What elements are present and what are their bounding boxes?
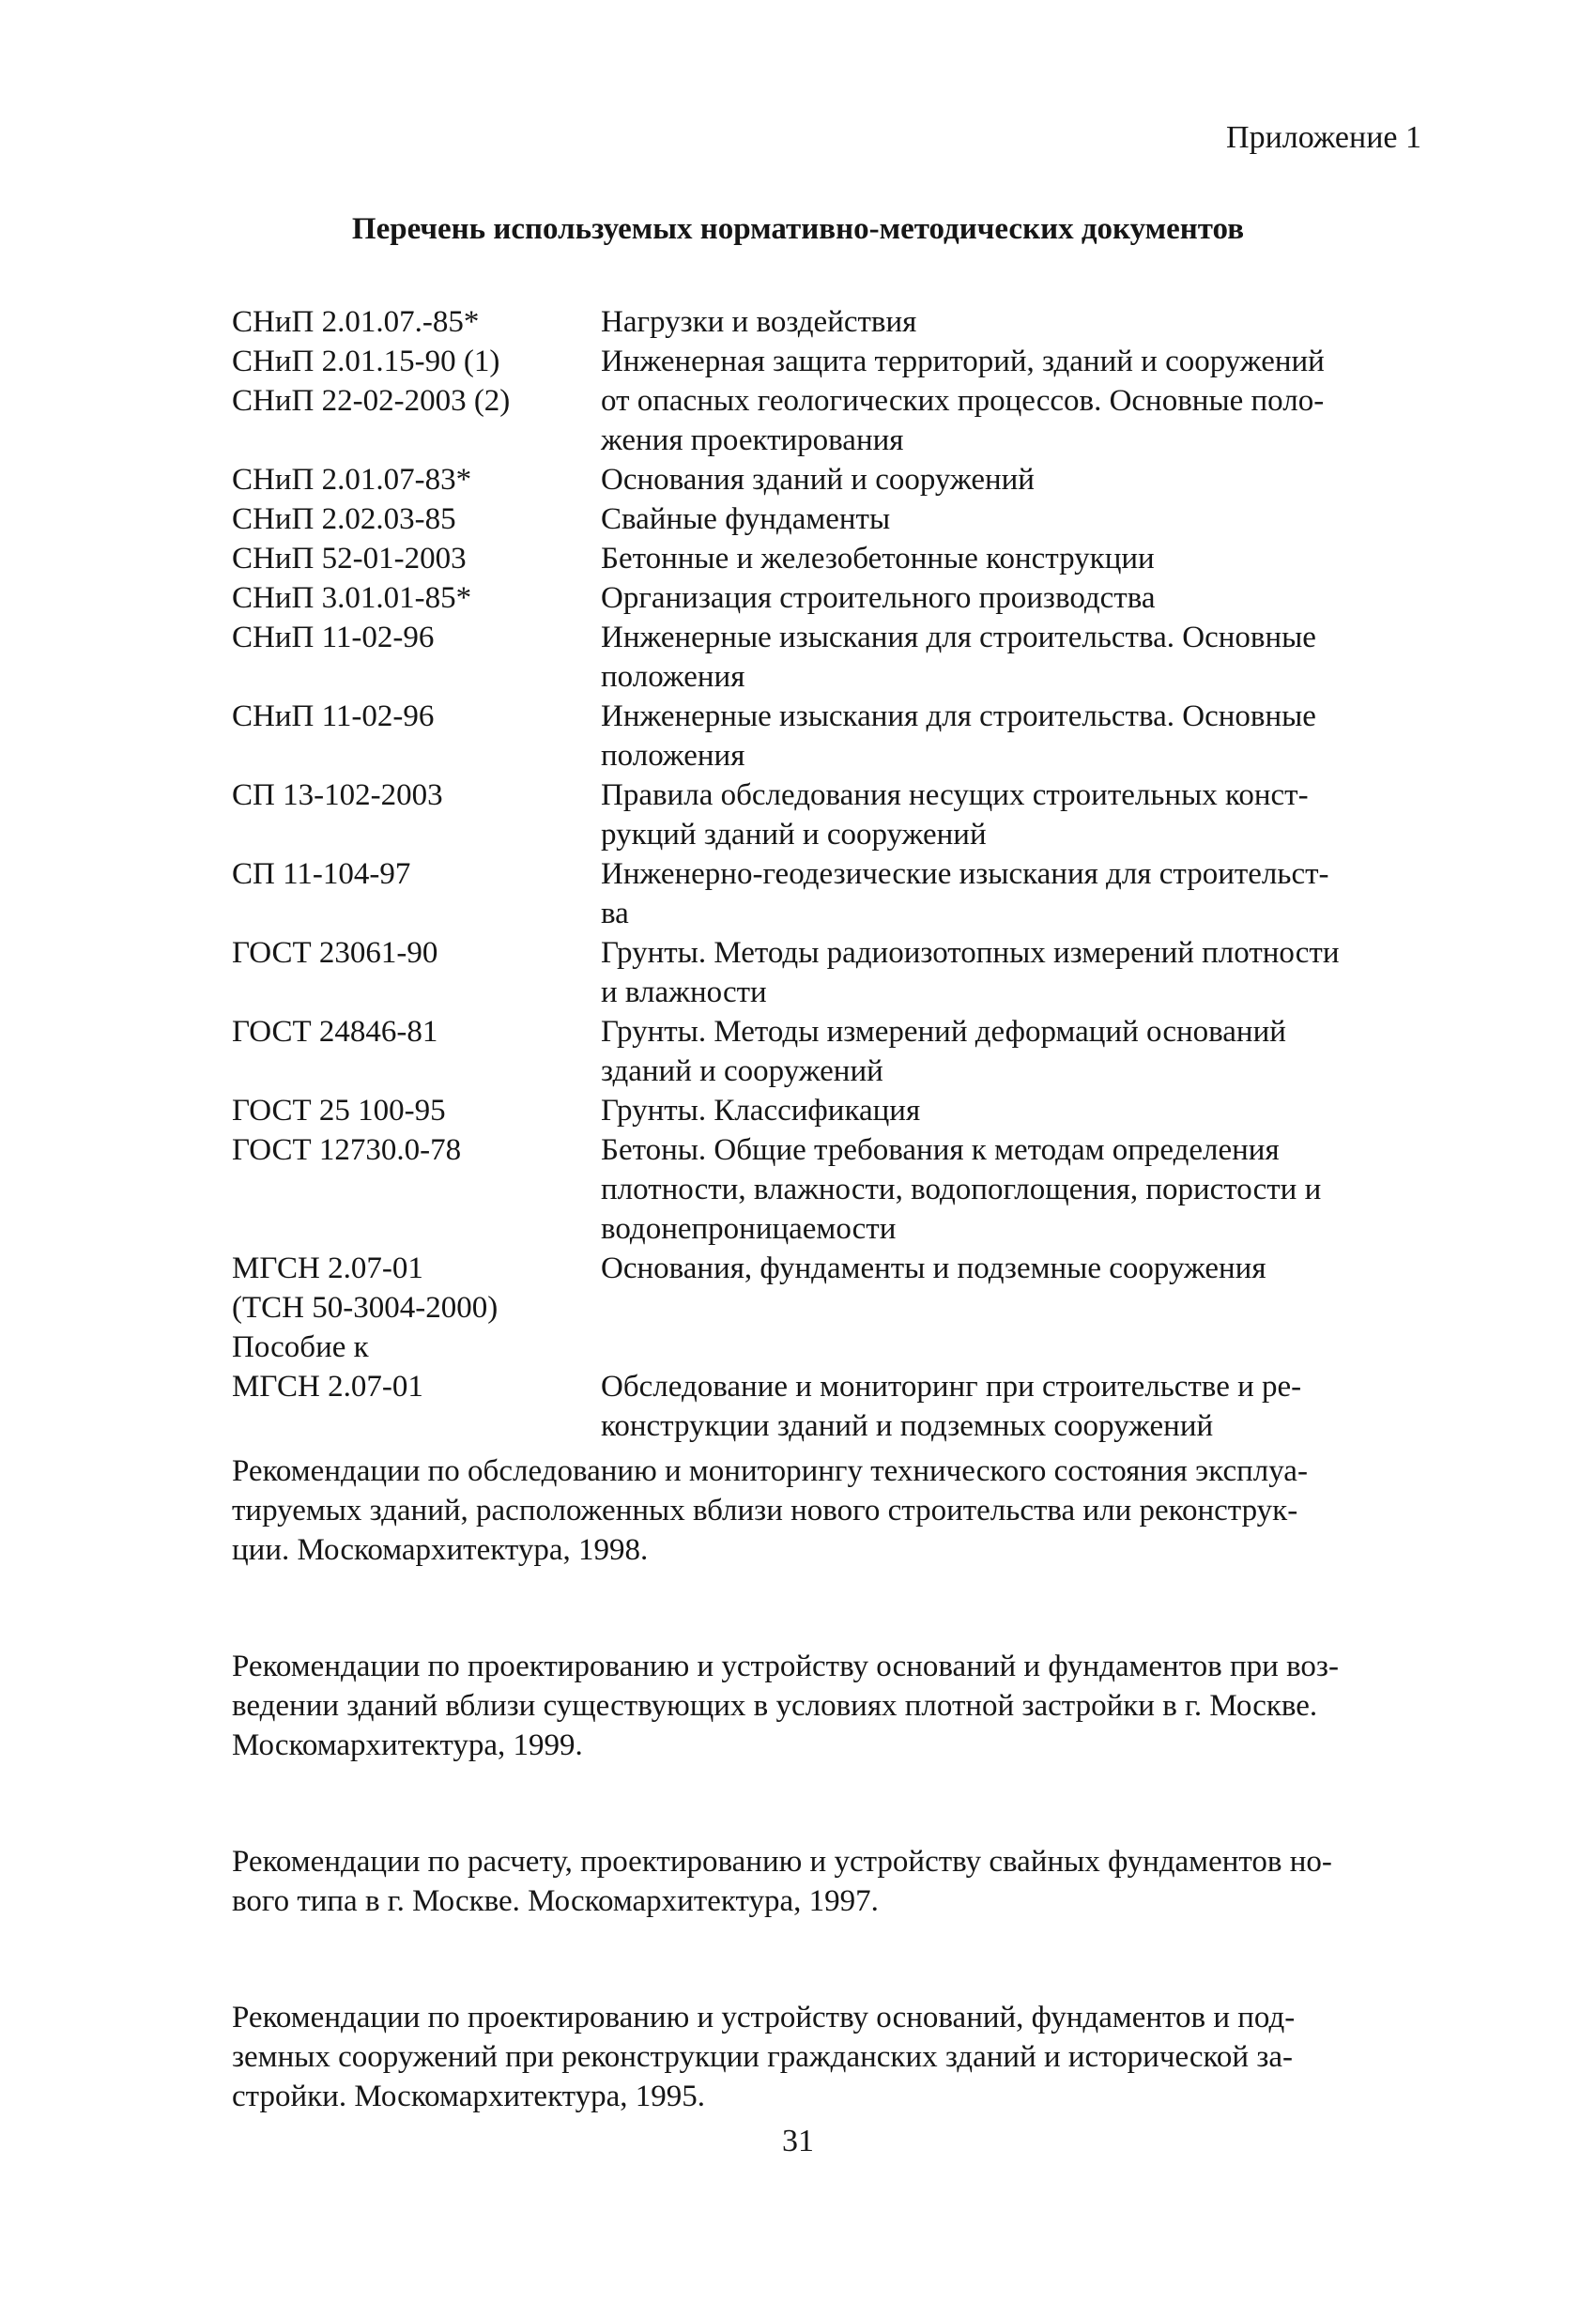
reference-code-line: СНиП 11-02-96 bbox=[232, 621, 435, 654]
reference-row bbox=[232, 854, 1396, 933]
reference-title bbox=[601, 1130, 1396, 1249]
reference-code-line: СП 13-102-2003 bbox=[232, 778, 443, 812]
reference-title bbox=[601, 342, 1396, 460]
reference-title-line: Грунты. Методы измерений деформаций оснований bbox=[601, 1015, 1286, 1049]
reference-title bbox=[601, 1012, 1396, 1091]
reference-title bbox=[601, 539, 1396, 578]
reference-title-line: Свайные фундаменты bbox=[601, 502, 891, 536]
reference-list bbox=[232, 302, 1396, 1446]
reference-row bbox=[232, 618, 1396, 697]
reference-code-line: СНиП 2.02.03-85 bbox=[232, 502, 456, 536]
reference-title-line: водонепроницаемости bbox=[601, 1212, 897, 1246]
reference-title-line: конструкции зданий и подземных сооружений bbox=[601, 1409, 1214, 1443]
reference-code bbox=[232, 1012, 601, 1091]
reference-code-line: СНиП 11-02-96 bbox=[232, 699, 435, 733]
reference-title-line bbox=[601, 1328, 1396, 1367]
reference-title-line: ва bbox=[601, 897, 629, 930]
reference-row bbox=[232, 460, 1396, 499]
reference-row bbox=[232, 539, 1396, 578]
reference-row bbox=[232, 1328, 1396, 1446]
reference-row bbox=[232, 499, 1396, 539]
paragraph-line: Москомархитектура, 1999. bbox=[232, 1728, 583, 1762]
reference-code-line: МГСН 2.07-01 bbox=[232, 1251, 423, 1285]
reference-title bbox=[601, 933, 1396, 1012]
reference-row bbox=[232, 302, 1396, 342]
recommendation-paragraph bbox=[232, 1842, 1394, 1921]
paragraph-line: Рекомендации по проектированию и устройству оснований, фундаментов и под- bbox=[232, 2001, 1296, 2034]
reference-title bbox=[601, 460, 1396, 499]
reference-title-line: Инженерно-геодезические изыскания для строительст- bbox=[601, 857, 1329, 891]
reference-code-line: Пособие к bbox=[232, 1330, 369, 1364]
reference-title-line: Основания, фундаменты и подземные сооружения bbox=[601, 1251, 1266, 1285]
document-title: Перечень используемых нормативно-методических документов bbox=[351, 212, 1245, 246]
reference-title bbox=[601, 854, 1396, 933]
reference-title-line: Инженерные изыскания для строительства. Основные bbox=[601, 621, 1316, 654]
reference-code-line: СНиП 2.01.15-90 (1) bbox=[232, 345, 500, 378]
reference-title bbox=[601, 1328, 1396, 1446]
reference-row bbox=[232, 1130, 1396, 1249]
recommendation-paragraph bbox=[232, 1647, 1394, 1765]
reference-title-line: Обследование и мониторинг при строительстве и ре- bbox=[601, 1370, 1302, 1404]
reference-title bbox=[601, 618, 1396, 697]
paragraph-line: ведении зданий вблизи существующих в условиях плотной застройки в г. Москве. bbox=[232, 1689, 1318, 1723]
paragraph-line: Рекомендации по проектированию и устройству оснований и фундаментов при воз- bbox=[232, 1650, 1339, 1683]
reference-code-line: МГСН 2.07-01 bbox=[232, 1370, 423, 1404]
reference-code bbox=[232, 854, 601, 933]
reference-title-line: и влажности bbox=[601, 975, 767, 1009]
reference-code bbox=[232, 499, 601, 539]
reference-row bbox=[232, 342, 1396, 460]
recommendation-paragraph bbox=[232, 1998, 1394, 2116]
reference-title-line: положения bbox=[601, 739, 745, 773]
reference-code bbox=[232, 539, 601, 578]
reference-title-line: положения bbox=[601, 660, 745, 694]
reference-title-line: Основания зданий и сооружений bbox=[601, 463, 1035, 497]
reference-title-line: Бетоны. Общие требования к методам определения bbox=[601, 1133, 1280, 1167]
reference-title-line: рукций зданий и сооружений bbox=[601, 818, 987, 852]
reference-row bbox=[232, 775, 1396, 854]
reference-code bbox=[232, 302, 601, 342]
paragraph-line: земных сооружений при реконструкции гражданских зданий и исторической за- bbox=[232, 2040, 1293, 2074]
appendix-label: Приложение 1 bbox=[1226, 120, 1421, 155]
reference-code bbox=[232, 697, 601, 775]
reference-title-line: Нагрузки и воздействия bbox=[601, 305, 917, 339]
reference-title-line: Грунты. Методы радиоизотопных измерений плотности bbox=[601, 936, 1340, 970]
reference-code bbox=[232, 618, 601, 697]
reference-row bbox=[232, 1091, 1396, 1130]
page-number: 31 bbox=[782, 2124, 814, 2158]
reference-code bbox=[232, 933, 601, 1012]
reference-title-line: Инженерная защита территорий, зданий и сооружений bbox=[601, 345, 1325, 378]
reference-code-line: СНиП 2.01.07.-85* bbox=[232, 305, 480, 339]
reference-title-line: Правила обследования несущих строительных конст- bbox=[601, 778, 1309, 812]
reference-title-line: Организация строительного производства bbox=[601, 581, 1156, 615]
reference-title-line: Бетонные и железобетонные конструкции bbox=[601, 542, 1155, 576]
reference-title-line: Инженерные изыскания для строительства. Основные bbox=[601, 699, 1316, 733]
reference-code-line: ГОСТ 23061-90 bbox=[232, 936, 438, 970]
paragraph-line: тируемых зданий, расположенных вблизи нового строительства или реконструк- bbox=[232, 1494, 1298, 1528]
paragraph-line: Рекомендации по обследованию и мониторингу технического состояния эксплуа- bbox=[232, 1454, 1308, 1488]
reference-title-line: зданий и сооружений bbox=[601, 1054, 883, 1088]
reference-code-line: ГОСТ 24846-81 bbox=[232, 1015, 438, 1049]
reference-code bbox=[232, 578, 601, 618]
reference-title bbox=[601, 775, 1396, 854]
paragraph-line: ции. Москомархитектура, 1998. bbox=[232, 1533, 649, 1567]
reference-title-line: плотности, влажности, водопоглощения, пористости и bbox=[601, 1173, 1322, 1206]
paragraph-line: Рекомендации по расчету, проектированию и устройству свайных фундаментов но- bbox=[232, 1845, 1332, 1879]
reference-title-line: от опасных геологических процессов. Основные поло- bbox=[601, 384, 1325, 418]
reference-code-line: СНиП 3.01.01-85* bbox=[232, 581, 472, 615]
reference-title-line: жения проектирования bbox=[601, 423, 904, 457]
reference-title bbox=[601, 578, 1396, 618]
paragraph-line: вого типа в г. Москве. Москомархитектура, 1997. bbox=[232, 1884, 879, 1918]
reference-code bbox=[232, 1130, 601, 1249]
reference-code-line: ГОСТ 25 100-95 bbox=[232, 1094, 446, 1128]
recommendation-paragraph bbox=[232, 1451, 1394, 1570]
reference-title bbox=[601, 1091, 1396, 1130]
reference-code-line: СНиП 52-01-2003 bbox=[232, 542, 467, 576]
reference-code-line: (ТСН 50-3004-2000) bbox=[232, 1291, 499, 1325]
reference-row bbox=[232, 578, 1396, 618]
reference-title bbox=[601, 302, 1396, 342]
reference-code bbox=[232, 1091, 601, 1130]
reference-title bbox=[601, 499, 1396, 539]
reference-row bbox=[232, 1012, 1396, 1091]
reference-code-line: СП 11-104-97 bbox=[232, 857, 411, 891]
reference-code-line: СНиП 2.01.07-83* bbox=[232, 463, 472, 497]
reference-row bbox=[232, 697, 1396, 775]
reference-code bbox=[232, 1249, 601, 1328]
reference-code bbox=[232, 775, 601, 854]
reference-row bbox=[232, 933, 1396, 1012]
reference-code bbox=[232, 460, 601, 499]
reference-code-line: ГОСТ 12730.0-78 bbox=[232, 1133, 462, 1167]
reference-title-line: Грунты. Классификация bbox=[601, 1094, 921, 1128]
reference-title bbox=[601, 1249, 1396, 1328]
reference-code bbox=[232, 1328, 601, 1446]
reference-code-line: СНиП 22-02-2003 (2) bbox=[232, 384, 511, 418]
reference-row bbox=[232, 1249, 1396, 1328]
reference-title bbox=[601, 697, 1396, 775]
recommendations-list bbox=[232, 1451, 1394, 2193]
paragraph-line: стройки. Москомархитектура, 1995. bbox=[232, 2080, 706, 2113]
reference-code bbox=[232, 342, 601, 460]
